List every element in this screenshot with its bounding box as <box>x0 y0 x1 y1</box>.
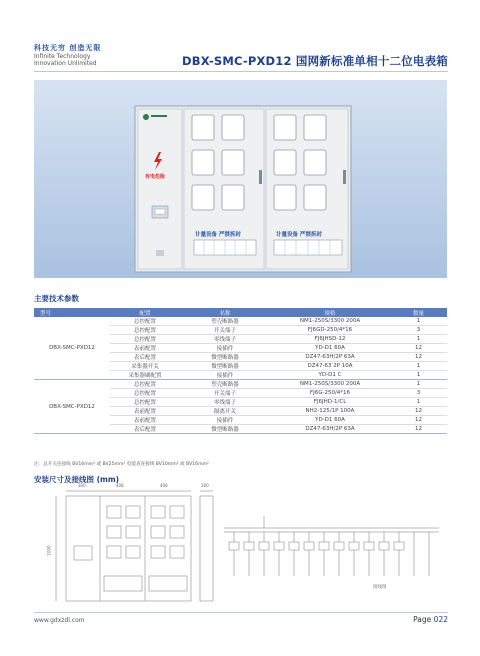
cell: 1 <box>390 371 447 380</box>
cell: 总控配置 <box>110 389 180 398</box>
product-photo <box>34 80 447 278</box>
cell: 12 <box>390 344 447 353</box>
cell: 微型断路器 <box>180 353 270 362</box>
cell: 采集器刷配置 <box>110 371 180 380</box>
cell: NM1-250S/3300 200A <box>270 317 390 326</box>
wiring-caption: 接线图 <box>373 585 387 590</box>
model-cell: DBX-SMC-PXD12 <box>34 317 110 380</box>
table-row <box>34 317 447 326</box>
english-slogan-line2: Innovation Unlimited <box>34 60 97 67</box>
page-title: DBX-SMC-PXD12 国网新标准单相十二位电表箱 <box>182 54 448 68</box>
cell: 微型断路器 <box>180 362 270 371</box>
cell: 12 <box>390 353 447 362</box>
cell: 总控配置 <box>110 317 180 326</box>
spec-table <box>34 308 447 434</box>
cell: 零线端子 <box>180 398 270 407</box>
cell: FJ6JHD-1/CL <box>270 398 390 407</box>
drawing-heading: 安装尺寸及接线图 (mm) <box>34 475 120 484</box>
english-slogan-line1: Infinite Technology <box>34 53 91 60</box>
cell: 微型断路器 <box>180 425 270 434</box>
cell: 塑壳断路器 <box>180 317 270 326</box>
cell: NH2-125/1P 100A <box>270 407 390 416</box>
dim-side: 160 <box>201 483 209 488</box>
cell: 1 <box>390 317 447 326</box>
header-divider <box>34 71 448 72</box>
cell: 开关端子 <box>180 389 270 398</box>
cell: 接插件 <box>180 344 270 353</box>
cell: DZ47-63 2P 10A <box>270 362 390 371</box>
cell: YD-D1 C <box>270 371 390 380</box>
cell: 塑壳断路器 <box>180 380 270 389</box>
page-number-value: 022 <box>433 615 448 624</box>
dim-top-3: 408 <box>160 483 168 488</box>
dim-height: 1000 <box>46 545 52 556</box>
page-label: Page <box>413 615 432 624</box>
cell: 3 <box>390 389 447 398</box>
cell: 表后配置 <box>110 353 180 362</box>
cell: 12 <box>390 425 447 434</box>
seal-label-right: 计量设备 严禁拆封 <box>276 232 322 238</box>
col-qty: 数量 <box>390 308 447 317</box>
installation-drawing <box>34 483 447 604</box>
table-note: 注：总开关连接线 BV16mm² 或 BV25mm² 电能表连接线 BV10mm² 或 BV16mm² <box>34 462 209 467</box>
specs-heading: 主要技术参数 <box>34 294 79 303</box>
col-config: 配置 <box>110 308 180 317</box>
cell: 开关端子 <box>180 326 270 335</box>
cell: 1 <box>390 380 447 389</box>
cell: 总控配置 <box>110 326 180 335</box>
dim-top-2: 408 <box>116 483 124 488</box>
seal-label-left: 计量设备 严禁拆封 <box>195 232 241 238</box>
cell: DZ47-63H/2P 63A <box>270 353 390 362</box>
cell: 3 <box>390 326 447 335</box>
warning-label: 有电危险 <box>145 174 166 180</box>
cell: 隔离开关 <box>180 407 270 416</box>
cell: FJ6JHSD-12 <box>270 335 390 344</box>
cell: 表前配置 <box>110 407 180 416</box>
cell: 12 <box>390 407 447 416</box>
dim-top-1: 300 <box>78 483 86 488</box>
cell: 表前配置 <box>110 416 180 425</box>
cell: 零线端子 <box>180 335 270 344</box>
brand-block <box>34 43 101 67</box>
cell: 12 <box>390 416 447 425</box>
cell: 1 <box>390 398 447 407</box>
cell: 1 <box>390 362 447 371</box>
col-model: 型号 <box>34 308 110 317</box>
cell: FJ6G-250/4*16 <box>270 389 390 398</box>
page-number <box>413 615 448 624</box>
col-spec: 规格 <box>270 308 390 317</box>
cell: 接插件 <box>180 371 270 380</box>
cell: 总控配置 <box>110 398 180 407</box>
footer-divider <box>34 612 448 613</box>
cell: DZ47-63H/2P 63A <box>270 425 390 434</box>
cell: 表前配置 <box>110 344 180 353</box>
cell: 总控配置 <box>110 335 180 344</box>
website-link[interactable]: www.gdxzdl.com <box>34 617 85 624</box>
cell: 采集器开关 <box>110 362 180 371</box>
cell: YD-D1 60A <box>270 344 390 353</box>
cell: YD-D1 60A <box>270 416 390 425</box>
cell: 1 <box>390 335 447 344</box>
slogan: 科技无穷 创造无限 <box>34 44 102 52</box>
cell: 接插件 <box>180 416 270 425</box>
cell: FJ6GD-250/4*16 <box>270 326 390 335</box>
model-cell: DBX-SMC-PXD12 <box>34 380 110 434</box>
cell: 表后配置 <box>110 425 180 434</box>
col-name: 名称 <box>180 308 270 317</box>
cell: 总控配置 <box>110 380 180 389</box>
cell: NM1-250S/3300 200A <box>270 380 390 389</box>
table-row <box>34 380 447 389</box>
